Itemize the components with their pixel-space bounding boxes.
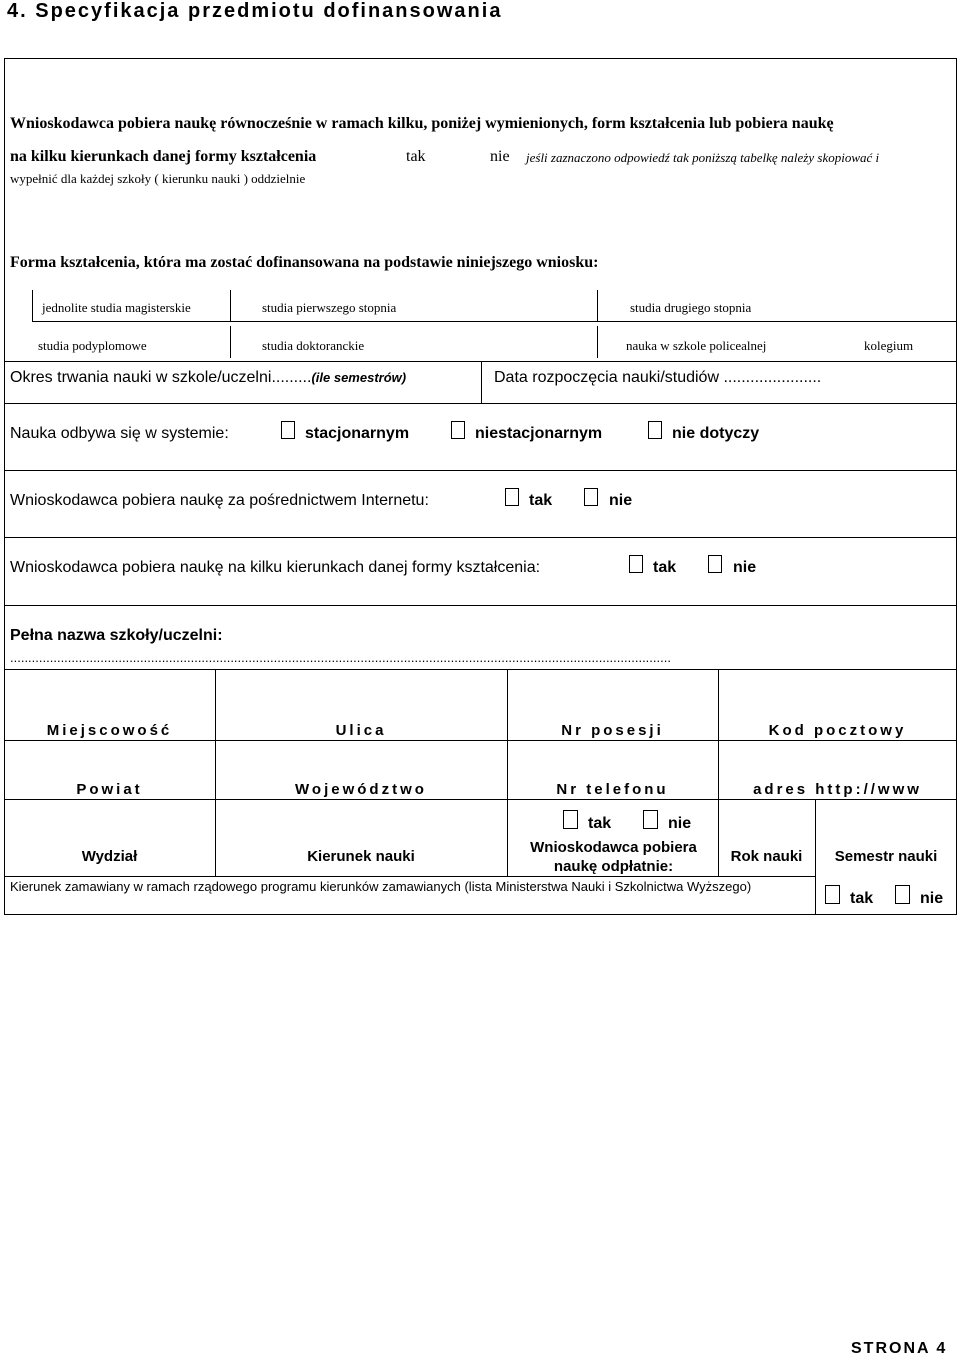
option-drugiego-stopnia[interactable]: studia drugiego stopnia [630,300,752,315]
intro-line2-bold: na kilku kierunkach danej formy kształcenia [10,148,317,165]
zamawiany-tak-label: tak [850,890,874,907]
header-ulica: Ulica [335,722,387,739]
zamawiany-nie-checkbox[interactable] [895,885,910,904]
rok-nauki-label: Rok nauki [730,848,803,865]
odplatnie-nie-checkbox[interactable] [643,810,658,829]
internet-label: Wnioskodawca pobiera naukę za pośrednictwem Internetu: [10,492,429,509]
nie-dotyczy-checkbox[interactable] [648,421,662,439]
odplatnie-label: Wnioskodawca pobiera naukę odpłatnie: [530,839,697,875]
wydzial-label: Wydział [81,848,138,865]
odplatnie-tak-checkbox[interactable] [563,810,578,829]
option-podyplomowe[interactable]: studia podyplomowe [38,338,147,353]
internet-tak-checkbox[interactable] [505,488,519,506]
header-powiat: Powiat [76,781,143,798]
kierunek-label: Kierunek nauki [307,848,415,865]
intro-note: jeśli zaznaczono odpowiedź tak poniższą tabelkę należy skopiować i [526,150,880,165]
header-nr-posesji: Nr posesji [561,722,664,739]
header-kod-pocztowy: Kod pocztowy [768,722,907,739]
intro-tak-option[interactable]: tak [406,148,426,165]
odplatnie-tak-label: tak [588,815,612,832]
header-miejscowosc: Miejscowość [46,722,173,739]
internet-nie-checkbox[interactable] [584,488,598,506]
niestacjonarnym-checkbox[interactable] [451,421,465,439]
option-pierwszego-stopnia[interactable]: studia pierwszego stopnia [262,300,397,315]
kilka-tak-checkbox[interactable] [629,555,643,573]
section-title: 4. Specyfikacja przedmiotu dofinansowania [7,0,503,22]
nie-dotyczy-label: nie dotyczy [672,425,760,442]
option-doktoranckie[interactable]: studia doktoranckie [262,338,365,353]
header-adres-www: adres http://www [753,781,922,798]
okres-label: Okres trwania nauki w szkole/uczelni.........(ile semestrów) [10,369,407,386]
data-rozpoczecia-label: Data rozpoczęcia nauki/studiów ...................... [494,369,822,386]
intro-line3: wypełnić dla każdej szkoły ( kierunku nauki ) oddzielnie [10,171,306,186]
header-wojewodztwo: Województwo [295,781,427,798]
szkola-dots[interactable]: ....................................................................................................................................................................................... [10,650,671,665]
kilka-nie-checkbox[interactable] [708,555,722,573]
internet-nie-label: nie [609,492,633,509]
kilka-nie-label: nie [733,559,757,576]
zamawiany-tak-checkbox[interactable] [825,885,840,904]
header-nr-telefonu: Nr telefonu [556,781,669,798]
system-label: Nauka odbywa się w systemie: [10,425,229,442]
intro-nie-option[interactable]: nie [490,148,510,165]
option-jednolite[interactable]: jednolite studia magisterskie [42,300,191,315]
zamawiany-nie-label: nie [920,890,944,907]
odplatnie-nie-label: nie [668,815,692,832]
niestacjonarnym-label: niestacjonarnym [475,425,603,442]
stacjonarnym-checkbox[interactable] [281,421,295,439]
option-policealna[interactable]: nauka w szkole policealnej [626,338,767,353]
page-label: STRONA 4 [851,1340,948,1357]
forma-heading: Forma kształcenia, która ma zostać dofinansowana na podstawie niniejszego wniosku: [10,254,599,271]
semestr-nauki-label: Semestr nauki [834,848,938,865]
szkola-label: Pełna nazwa szkoły/uczelni: [10,627,223,644]
kilka-tak-label: tak [653,559,677,576]
zamawiany-label: Kierunek zamawiany w ramach rządowego programu kierunków zamawianych (lista Ministerstwa Nauki i Szkolnictwa Wyższego) [10,879,752,894]
kilka-label: Wnioskodawca pobiera naukę na kilku kierunkach danej formy kształcenia: [10,559,541,576]
stacjonarnym-label: stacjonarnym [305,425,410,442]
option-kolegium[interactable]: kolegium [864,338,914,353]
intro-line1: Wnioskodawca pobiera naukę równocześnie w ramach kilku, poniżej wymienionych, form kształcenia lub pobiera naukę [10,115,834,132]
okres-suffix: (ile semestrów) [311,370,407,385]
internet-tak-label: tak [529,492,553,509]
